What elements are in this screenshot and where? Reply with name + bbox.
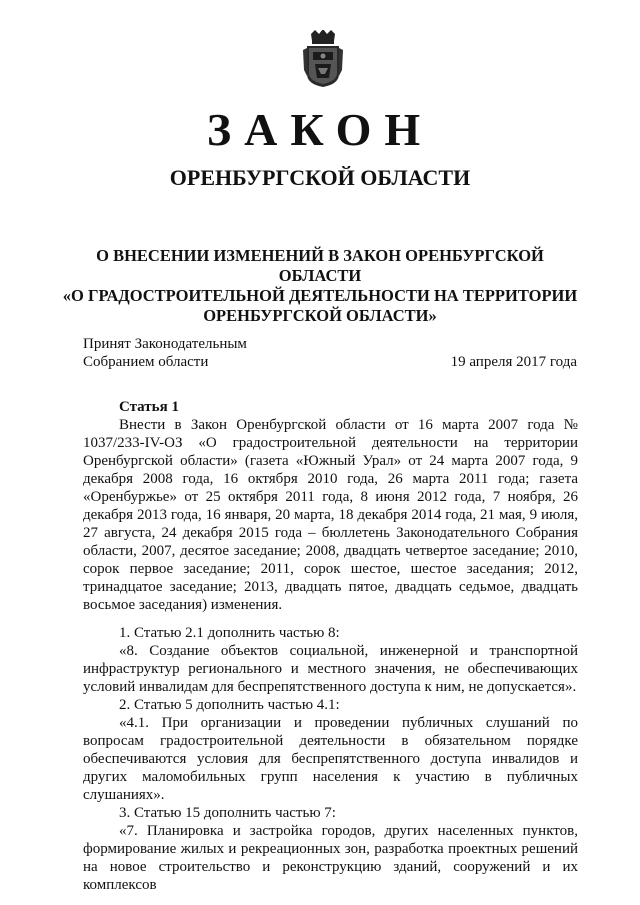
article-title: Статья 1: [119, 399, 179, 415]
article-intro: Внести в Закон Оренбургской области от 16 марта 2007 года № 1037/233-IV-ОЗ «О градостроительной деятельности на территории Оренбургской области» (газета «Южный Урал» от 24 марта 2007 года, 9 декабря 2008 года, 16 октября 2010 года, 26 марта 2011 года; газета «Оренбуржье» от 25 октября 2011 года, 8 июня 2012 года, 7 ноября, 26 декабря 2013 года, 16 января, 20 марта, 18 декабря 2014 года, 21 мая, 9 июля, 27 августа, 24 декабря 2015 года – бюллетень Законодательного Собрания области, 2007, десятое заседание; 2008, двадцать четвертое заседание; 2010, сорок первое заседание; 2011, сорок шестое, шестое заседания; 2012, тринадцатое заседание; 2013, двадцать пятое, двадцать седьмое, двадцать восьмое заседания) изменения.: [83, 417, 578, 613]
subject-line: ОРЕНБУРГСКОЙ ОБЛАСТИ»: [203, 306, 437, 325]
adoption-line: Принят Законодательным: [83, 336, 247, 352]
article-item: «7. Планировка и застройка городов, других населенных пунктов, формирование жилых и рекреационных зон, разработка проектных решений на новое строительство и реконструкцию зданий, сооружений и их комплексов: [83, 823, 578, 893]
article-body: [83, 398, 578, 894]
law-title: ЗАКОН: [206, 104, 434, 155]
region-title: ОРЕНБУРГСКОЙ ОБЛАСТИ: [169, 165, 471, 190]
article-item: «4.1. При организации и проведении публичных слушаний по вопросам градостроительной деятельности в обязательном порядке обеспечиваются условия для беспрепятственного доступа инвалидов и других маломобильных групп населения к участию в публичных слушаниях».: [83, 715, 578, 803]
law-subject: [60, 246, 580, 326]
subject-line: О ВНЕСЕНИИ ИЗМЕНЕНИЙ В ЗАКОН ОРЕНБУРГСКОЙ ОБЛАСТИ: [96, 246, 544, 285]
adoption-date: 19 апреля 2017 года: [450, 354, 577, 370]
coat-of-arms-icon: [303, 30, 343, 88]
article-item: 2. Статью 5 дополнить частью 4.1:: [119, 697, 340, 713]
article-item: «8. Создание объектов социальной, инженерной и транспортной инфраструктур регионального и местного значения, не обеспечивающих условий инвалидам для беспрепятственного доступа к ним, не допускается».: [83, 643, 578, 695]
adoption-line: Собранием области: [83, 354, 209, 370]
adoption-block: [83, 335, 247, 371]
article-item: 3. Статью 15 дополнить частью 7:: [119, 805, 336, 821]
subject-line: «О ГРАДОСТРОИТЕЛЬНОЙ ДЕЯТЕЛЬНОСТИ НА ТЕРРИТОРИИ: [62, 286, 578, 305]
article-item: 1. Статью 2.1 дополнить частью 8:: [119, 625, 340, 641]
